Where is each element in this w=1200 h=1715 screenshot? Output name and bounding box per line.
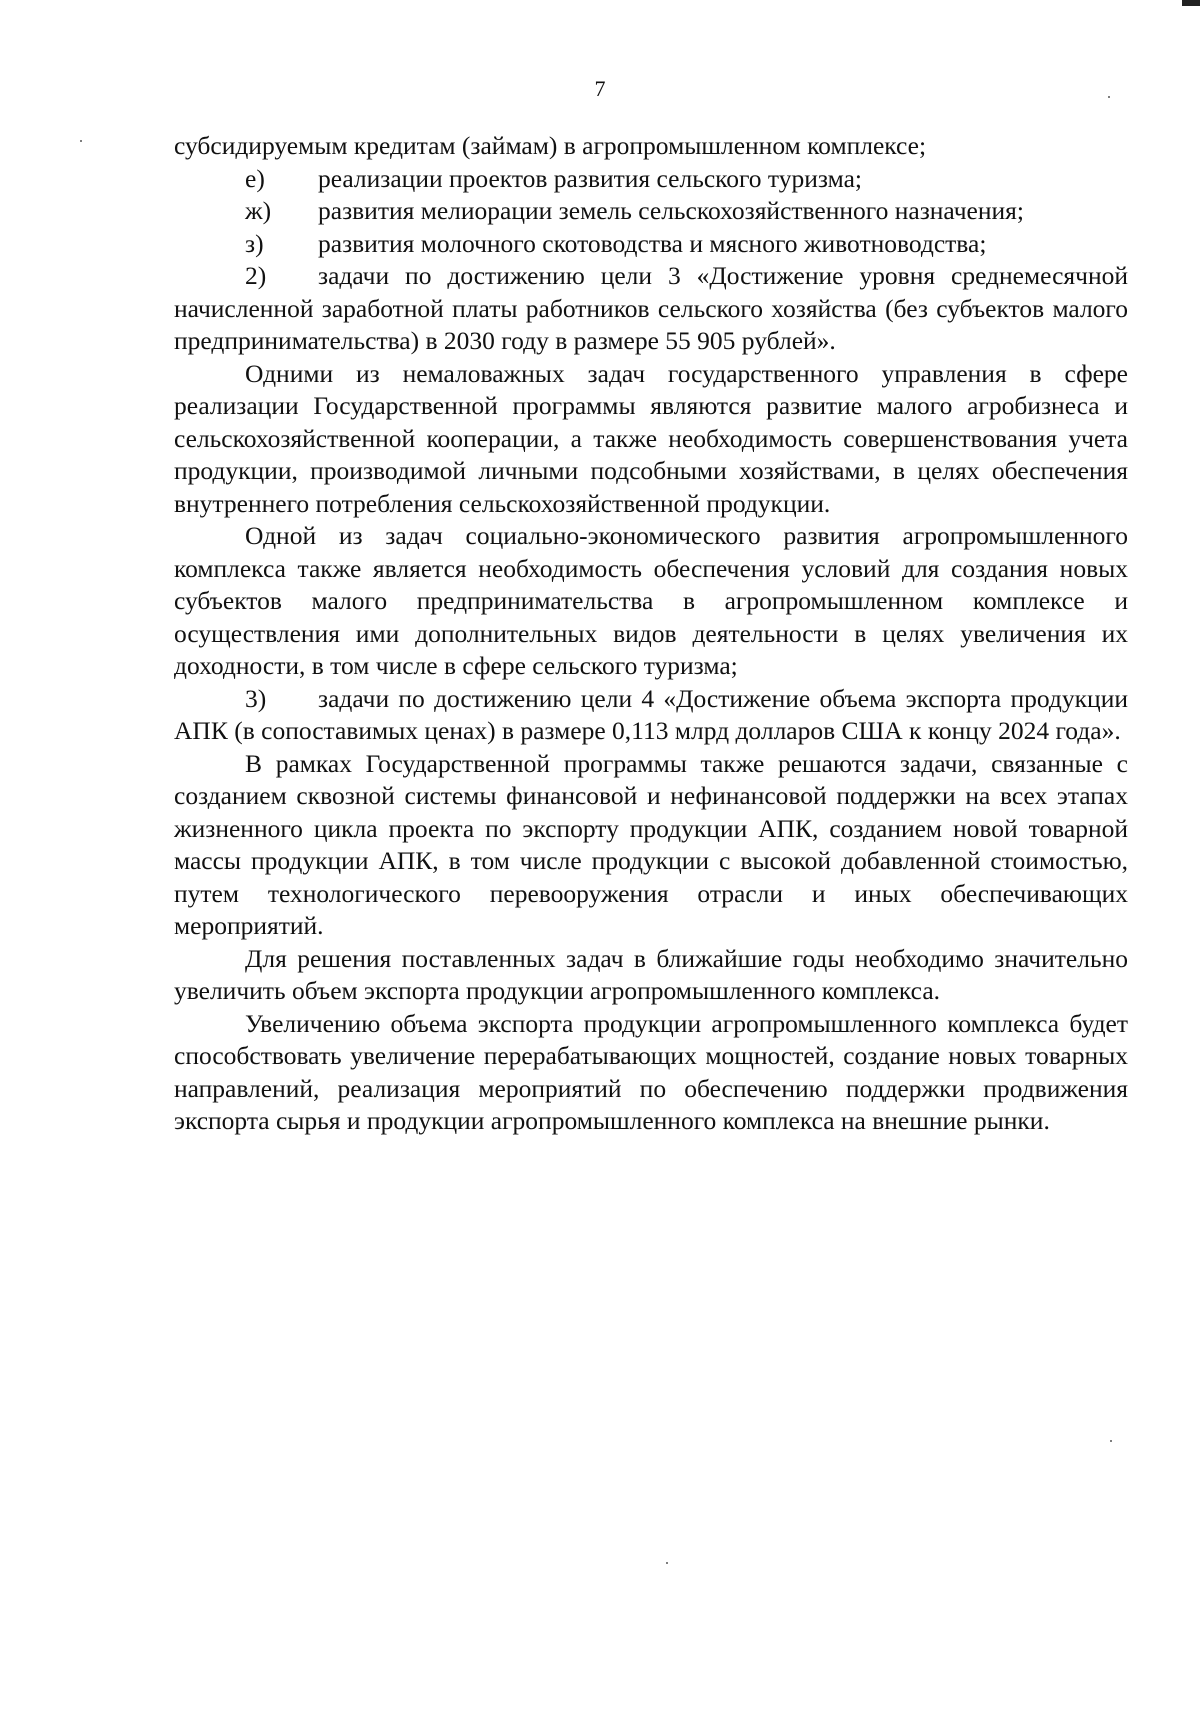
list-item-text: задачи по достижению цели 3 «Достижение уровня среднемесячной начисленной заработной платы работников сельского хозяйства (без субъектов малого предпринимательства) в 2030 году в размере 55 905 рублей». bbox=[174, 261, 1128, 355]
list-item-zh bbox=[174, 195, 1128, 228]
scan-corner-mark bbox=[1182, 0, 1200, 6]
document-body bbox=[174, 130, 1128, 1138]
list-marker: 3) bbox=[245, 683, 267, 713]
paragraph: Одной из задач социально-экономического развития агропромышленного комплекса также является необходимость обеспечения условий для создания новых субъектов малого предпринимательства в агропромышленном комплексе и осуществления ими дополнительных видов деятельности в целях увеличения их доходности, в том числе в сфере сельского туризма; bbox=[174, 521, 1128, 680]
list-item-2 bbox=[174, 260, 1128, 358]
list-item-text: реализации проектов развития сельского туризма; bbox=[318, 163, 862, 193]
scan-artifact-dot bbox=[1110, 1440, 1112, 1442]
paragraph-continuation: субсидируемым кредитам (займам) в агропромышленном комплексе; bbox=[174, 131, 927, 160]
scan-artifact-dot bbox=[666, 1562, 668, 1564]
scan-artifact-dot bbox=[1108, 96, 1110, 98]
list-item-text: развития молочного скотоводства и мясного животноводства; bbox=[318, 228, 987, 258]
list-item-text: развития мелиорации земель сельскохозяйственного назначения; bbox=[318, 196, 1024, 225]
list-marker: 2) bbox=[245, 261, 267, 290]
list-item-z bbox=[174, 228, 1128, 261]
list-item-3 bbox=[174, 683, 1128, 748]
paragraph: Одними из немаловажных задач государственного управления в сфере реализации Государственной программы являются развитие малого агробизнеса и сельскохозяйственной кооперации, а также необходимость совершенствования учета продукции, производимой личными подсобными хозяйствами, в целях обеспечения внутреннего потребления сельскохозяйственной продукции. bbox=[174, 358, 1128, 518]
list-marker: з) bbox=[245, 228, 264, 258]
paragraph: В рамках Государственной программы также решаются задачи, связанные с созданием сквозной системы финансовой и нефинансовой поддержки на всех этапах жизненного цикла проекта по экспорту продукции АПК, созданием новой товарной массы продукции АПК, в том числе продукции с высокой добавленной стоимостью, путем технологического перевооружения отрасли и иных обеспечивающих мероприятий. bbox=[174, 748, 1128, 940]
list-marker: ж) bbox=[245, 196, 272, 225]
paragraph: Увеличению объема экспорта продукции агропромышленного комплекса будет способствовать увеличение перерабатывающих мощностей, создание новых товарных направлений, реализация мероприятий по обеспечению поддержки продвижения экспорта сырья и продукции агропромышленного комплекса на внешние рынки. bbox=[174, 1008, 1128, 1135]
paragraph: Для решения поставленных задач в ближайшие годы необходимо значительно увеличить объем экспорта продукции агропромышленного комплекса. bbox=[174, 943, 1128, 1005]
page-number: 7 bbox=[594, 76, 606, 101]
list-item-e bbox=[174, 163, 1128, 196]
list-item-text: задачи по достижению цели 4 «Достижение объема экспорта продукции АПК (в сопоставимых ценах) в размере 0,113 млрд долларов США к концу 2024 года». bbox=[174, 683, 1128, 745]
list-marker: е) bbox=[245, 163, 265, 193]
scan-artifact-dot bbox=[80, 140, 82, 142]
